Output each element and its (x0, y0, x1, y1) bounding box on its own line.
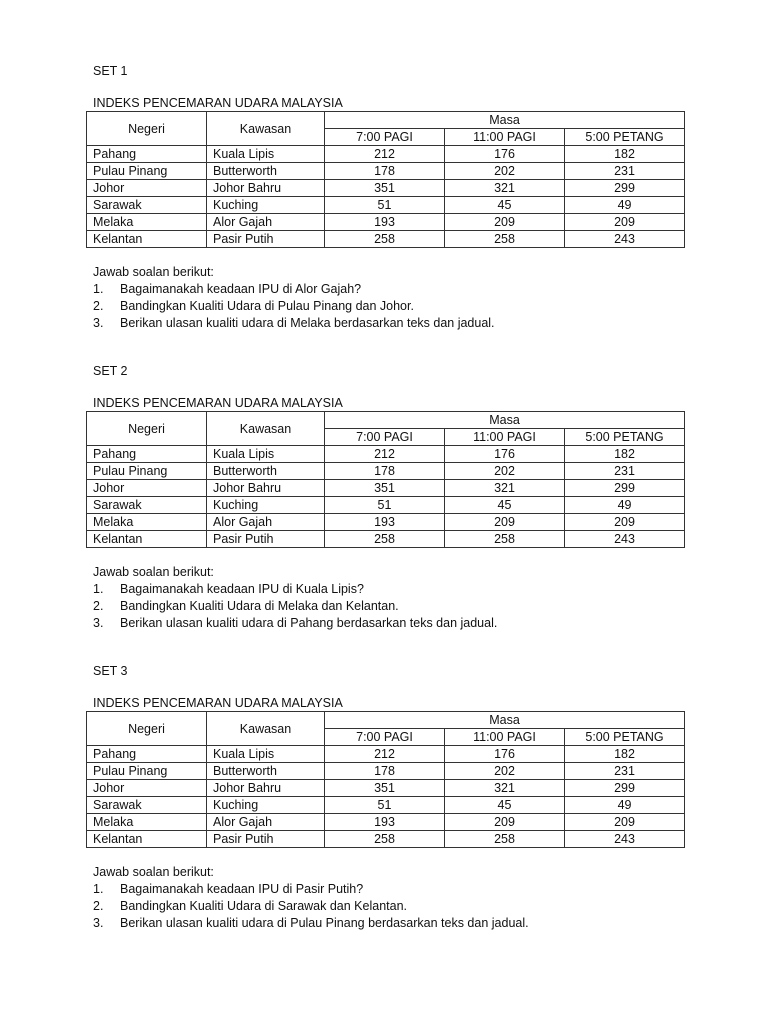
cell-kawasan: Pasir Putih (207, 231, 325, 248)
cell-value: 45 (445, 497, 565, 514)
question-number: 2. (93, 299, 104, 313)
table-row (87, 231, 685, 248)
question-number: 3. (93, 616, 104, 630)
header-masa: Masa (325, 712, 685, 729)
cell-kawasan: Johor Bahru (207, 480, 325, 497)
cell-value: 193 (325, 814, 445, 831)
question-text: Berikan ulasan kualiti udara di Pahang berdasarkan teks dan jadual. (120, 616, 498, 630)
header-time-3: 5:00 PETANG (565, 429, 685, 446)
cell-kawasan: Kuching (207, 797, 325, 814)
cell-negeri: Johor (87, 480, 207, 497)
header-kawasan: Kawasan (207, 112, 325, 146)
cell-value: 243 (565, 231, 685, 248)
questions-block (93, 264, 684, 332)
question-text: Berikan ulasan kualiti udara di Melaka berdasarkan teks dan jadual. (120, 316, 495, 330)
cell-value: 212 (325, 446, 445, 463)
cell-negeri: Kelantan (87, 531, 207, 548)
questions-block (93, 864, 684, 932)
questions-block (93, 564, 684, 632)
questions-heading: Jawab soalan berikut: (93, 265, 214, 279)
cell-value: 258 (445, 831, 565, 848)
cell-value: 45 (445, 797, 565, 814)
table-row (87, 146, 685, 163)
cell-value: 178 (325, 763, 445, 780)
header-time-2: 11:00 PAGI (445, 729, 565, 746)
cell-value: 193 (325, 214, 445, 231)
cell-value: 243 (565, 831, 685, 848)
cell-value: 231 (565, 163, 685, 180)
header-time-1: 7:00 PAGI (325, 429, 445, 446)
header-negeri: Negeri (87, 712, 207, 746)
cell-negeri: Kelantan (87, 231, 207, 248)
cell-negeri: Johor (87, 180, 207, 197)
question-text: Bandingkan Kualiti Udara di Melaka dan Kelantan. (120, 599, 399, 613)
cell-value: 202 (445, 763, 565, 780)
table-row (87, 497, 685, 514)
cell-value: 51 (325, 797, 445, 814)
table-row (87, 214, 685, 231)
cell-kawasan: Pasir Putih (207, 531, 325, 548)
cell-value: 209 (565, 214, 685, 231)
cell-value: 178 (325, 463, 445, 480)
cell-value: 212 (325, 746, 445, 763)
cell-value: 202 (445, 163, 565, 180)
cell-value: 176 (445, 446, 565, 463)
table-row (87, 180, 685, 197)
cell-negeri: Melaka (87, 814, 207, 831)
cell-value: 231 (565, 463, 685, 480)
table-title: INDEKS PENCEMARAN UDARA MALAYSIA (93, 396, 343, 410)
header-time-2: 11:00 PAGI (445, 429, 565, 446)
cell-value: 51 (325, 497, 445, 514)
cell-kawasan: Kuala Lipis (207, 146, 325, 163)
table-row (87, 797, 685, 814)
questions-heading: Jawab soalan berikut: (93, 565, 214, 579)
cell-negeri: Kelantan (87, 831, 207, 848)
question-item (93, 598, 684, 615)
cell-value: 182 (565, 746, 685, 763)
cell-value: 321 (445, 780, 565, 797)
cell-value: 299 (565, 780, 685, 797)
air-pollution-index-table (86, 411, 685, 548)
cell-kawasan: Kuching (207, 197, 325, 214)
question-number: 1. (93, 582, 104, 596)
cell-value: 202 (445, 463, 565, 480)
cell-negeri: Sarawak (87, 497, 207, 514)
question-item (93, 898, 684, 915)
cell-value: 299 (565, 480, 685, 497)
table-row (87, 463, 685, 480)
cell-kawasan: Butterworth (207, 163, 325, 180)
cell-value: 209 (445, 814, 565, 831)
table-row (87, 746, 685, 763)
cell-negeri: Pulau Pinang (87, 163, 207, 180)
cell-value: 258 (445, 231, 565, 248)
cell-value: 49 (565, 497, 685, 514)
header-time-1: 7:00 PAGI (325, 129, 445, 146)
question-number: 1. (93, 882, 104, 896)
cell-value: 299 (565, 180, 685, 197)
cell-value: 182 (565, 146, 685, 163)
cell-value: 321 (445, 480, 565, 497)
question-number: 3. (93, 316, 104, 330)
cell-value: 209 (565, 814, 685, 831)
question-item (93, 881, 684, 898)
set-title: SET 3 (93, 664, 128, 678)
question-number: 2. (93, 599, 104, 613)
header-kawasan: Kawasan (207, 712, 325, 746)
question-item (93, 581, 684, 598)
table-row (87, 831, 685, 848)
table-title: INDEKS PENCEMARAN UDARA MALAYSIA (93, 696, 343, 710)
cell-value: 258 (325, 531, 445, 548)
table-row (87, 814, 685, 831)
cell-kawasan: Butterworth (207, 463, 325, 480)
cell-kawasan: Kuching (207, 497, 325, 514)
cell-value: 351 (325, 480, 445, 497)
cell-value: 193 (325, 514, 445, 531)
cell-value: 231 (565, 763, 685, 780)
cell-value: 182 (565, 446, 685, 463)
header-time-3: 5:00 PETANG (565, 129, 685, 146)
cell-kawasan: Kuala Lipis (207, 746, 325, 763)
cell-negeri: Pahang (87, 446, 207, 463)
cell-negeri: Pulau Pinang (87, 463, 207, 480)
question-text: Berikan ulasan kualiti udara di Pulau Pinang berdasarkan teks dan jadual. (120, 916, 529, 930)
question-text: Bagaimanakah keadaan IPU di Kuala Lipis? (120, 582, 364, 596)
header-negeri: Negeri (87, 112, 207, 146)
cell-value: 51 (325, 197, 445, 214)
header-time-1: 7:00 PAGI (325, 729, 445, 746)
table-row (87, 531, 685, 548)
question-item (93, 281, 684, 298)
cell-negeri: Johor (87, 780, 207, 797)
cell-value: 45 (445, 197, 565, 214)
question-item (93, 298, 684, 315)
cell-value: 351 (325, 780, 445, 797)
cell-negeri: Sarawak (87, 197, 207, 214)
cell-negeri: Melaka (87, 214, 207, 231)
header-masa: Masa (325, 112, 685, 129)
cell-value: 243 (565, 531, 685, 548)
cell-kawasan: Alor Gajah (207, 514, 325, 531)
cell-value: 321 (445, 180, 565, 197)
header-kawasan: Kawasan (207, 412, 325, 446)
cell-negeri: Pahang (87, 146, 207, 163)
question-text: Bagaimanakah keadaan IPU di Alor Gajah? (120, 282, 362, 296)
set-title: SET 1 (93, 64, 128, 78)
air-pollution-index-table (86, 711, 685, 848)
cell-value: 176 (445, 146, 565, 163)
header-time-3: 5:00 PETANG (565, 729, 685, 746)
table-row (87, 780, 685, 797)
cell-value: 258 (325, 231, 445, 248)
cell-negeri: Sarawak (87, 797, 207, 814)
question-text: Bandingkan Kualiti Udara di Pulau Pinang dan Johor. (120, 299, 414, 313)
cell-value: 258 (325, 831, 445, 848)
table-row (87, 514, 685, 531)
cell-negeri: Pulau Pinang (87, 763, 207, 780)
table-row (87, 197, 685, 214)
cell-kawasan: Johor Bahru (207, 180, 325, 197)
cell-kawasan: Johor Bahru (207, 780, 325, 797)
cell-value: 258 (445, 531, 565, 548)
table-row (87, 163, 685, 180)
cell-value: 49 (565, 797, 685, 814)
cell-value: 209 (565, 514, 685, 531)
question-item (93, 915, 684, 932)
question-text: Bagaimanakah keadaan IPU di Pasir Putih? (120, 882, 364, 896)
question-number: 1. (93, 282, 104, 296)
cell-value: 49 (565, 197, 685, 214)
cell-negeri: Melaka (87, 514, 207, 531)
cell-kawasan: Kuala Lipis (207, 446, 325, 463)
cell-negeri: Pahang (87, 746, 207, 763)
cell-kawasan: Pasir Putih (207, 831, 325, 848)
cell-value: 212 (325, 146, 445, 163)
cell-value: 178 (325, 163, 445, 180)
question-item (93, 615, 684, 632)
set-title: SET 2 (93, 364, 128, 378)
header-time-2: 11:00 PAGI (445, 129, 565, 146)
table-row (87, 480, 685, 497)
cell-value: 351 (325, 180, 445, 197)
header-masa: Masa (325, 412, 685, 429)
cell-kawasan: Alor Gajah (207, 214, 325, 231)
cell-value: 209 (445, 214, 565, 231)
cell-value: 209 (445, 514, 565, 531)
table-title: INDEKS PENCEMARAN UDARA MALAYSIA (93, 96, 343, 110)
cell-value: 176 (445, 746, 565, 763)
air-pollution-index-table (86, 111, 685, 248)
questions-heading: Jawab soalan berikut: (93, 865, 214, 879)
question-number: 3. (93, 916, 104, 930)
table-row (87, 446, 685, 463)
header-negeri: Negeri (87, 412, 207, 446)
cell-kawasan: Alor Gajah (207, 814, 325, 831)
question-item (93, 315, 684, 332)
question-number: 2. (93, 899, 104, 913)
cell-kawasan: Butterworth (207, 763, 325, 780)
question-text: Bandingkan Kualiti Udara di Sarawak dan Kelantan. (120, 899, 407, 913)
table-row (87, 763, 685, 780)
